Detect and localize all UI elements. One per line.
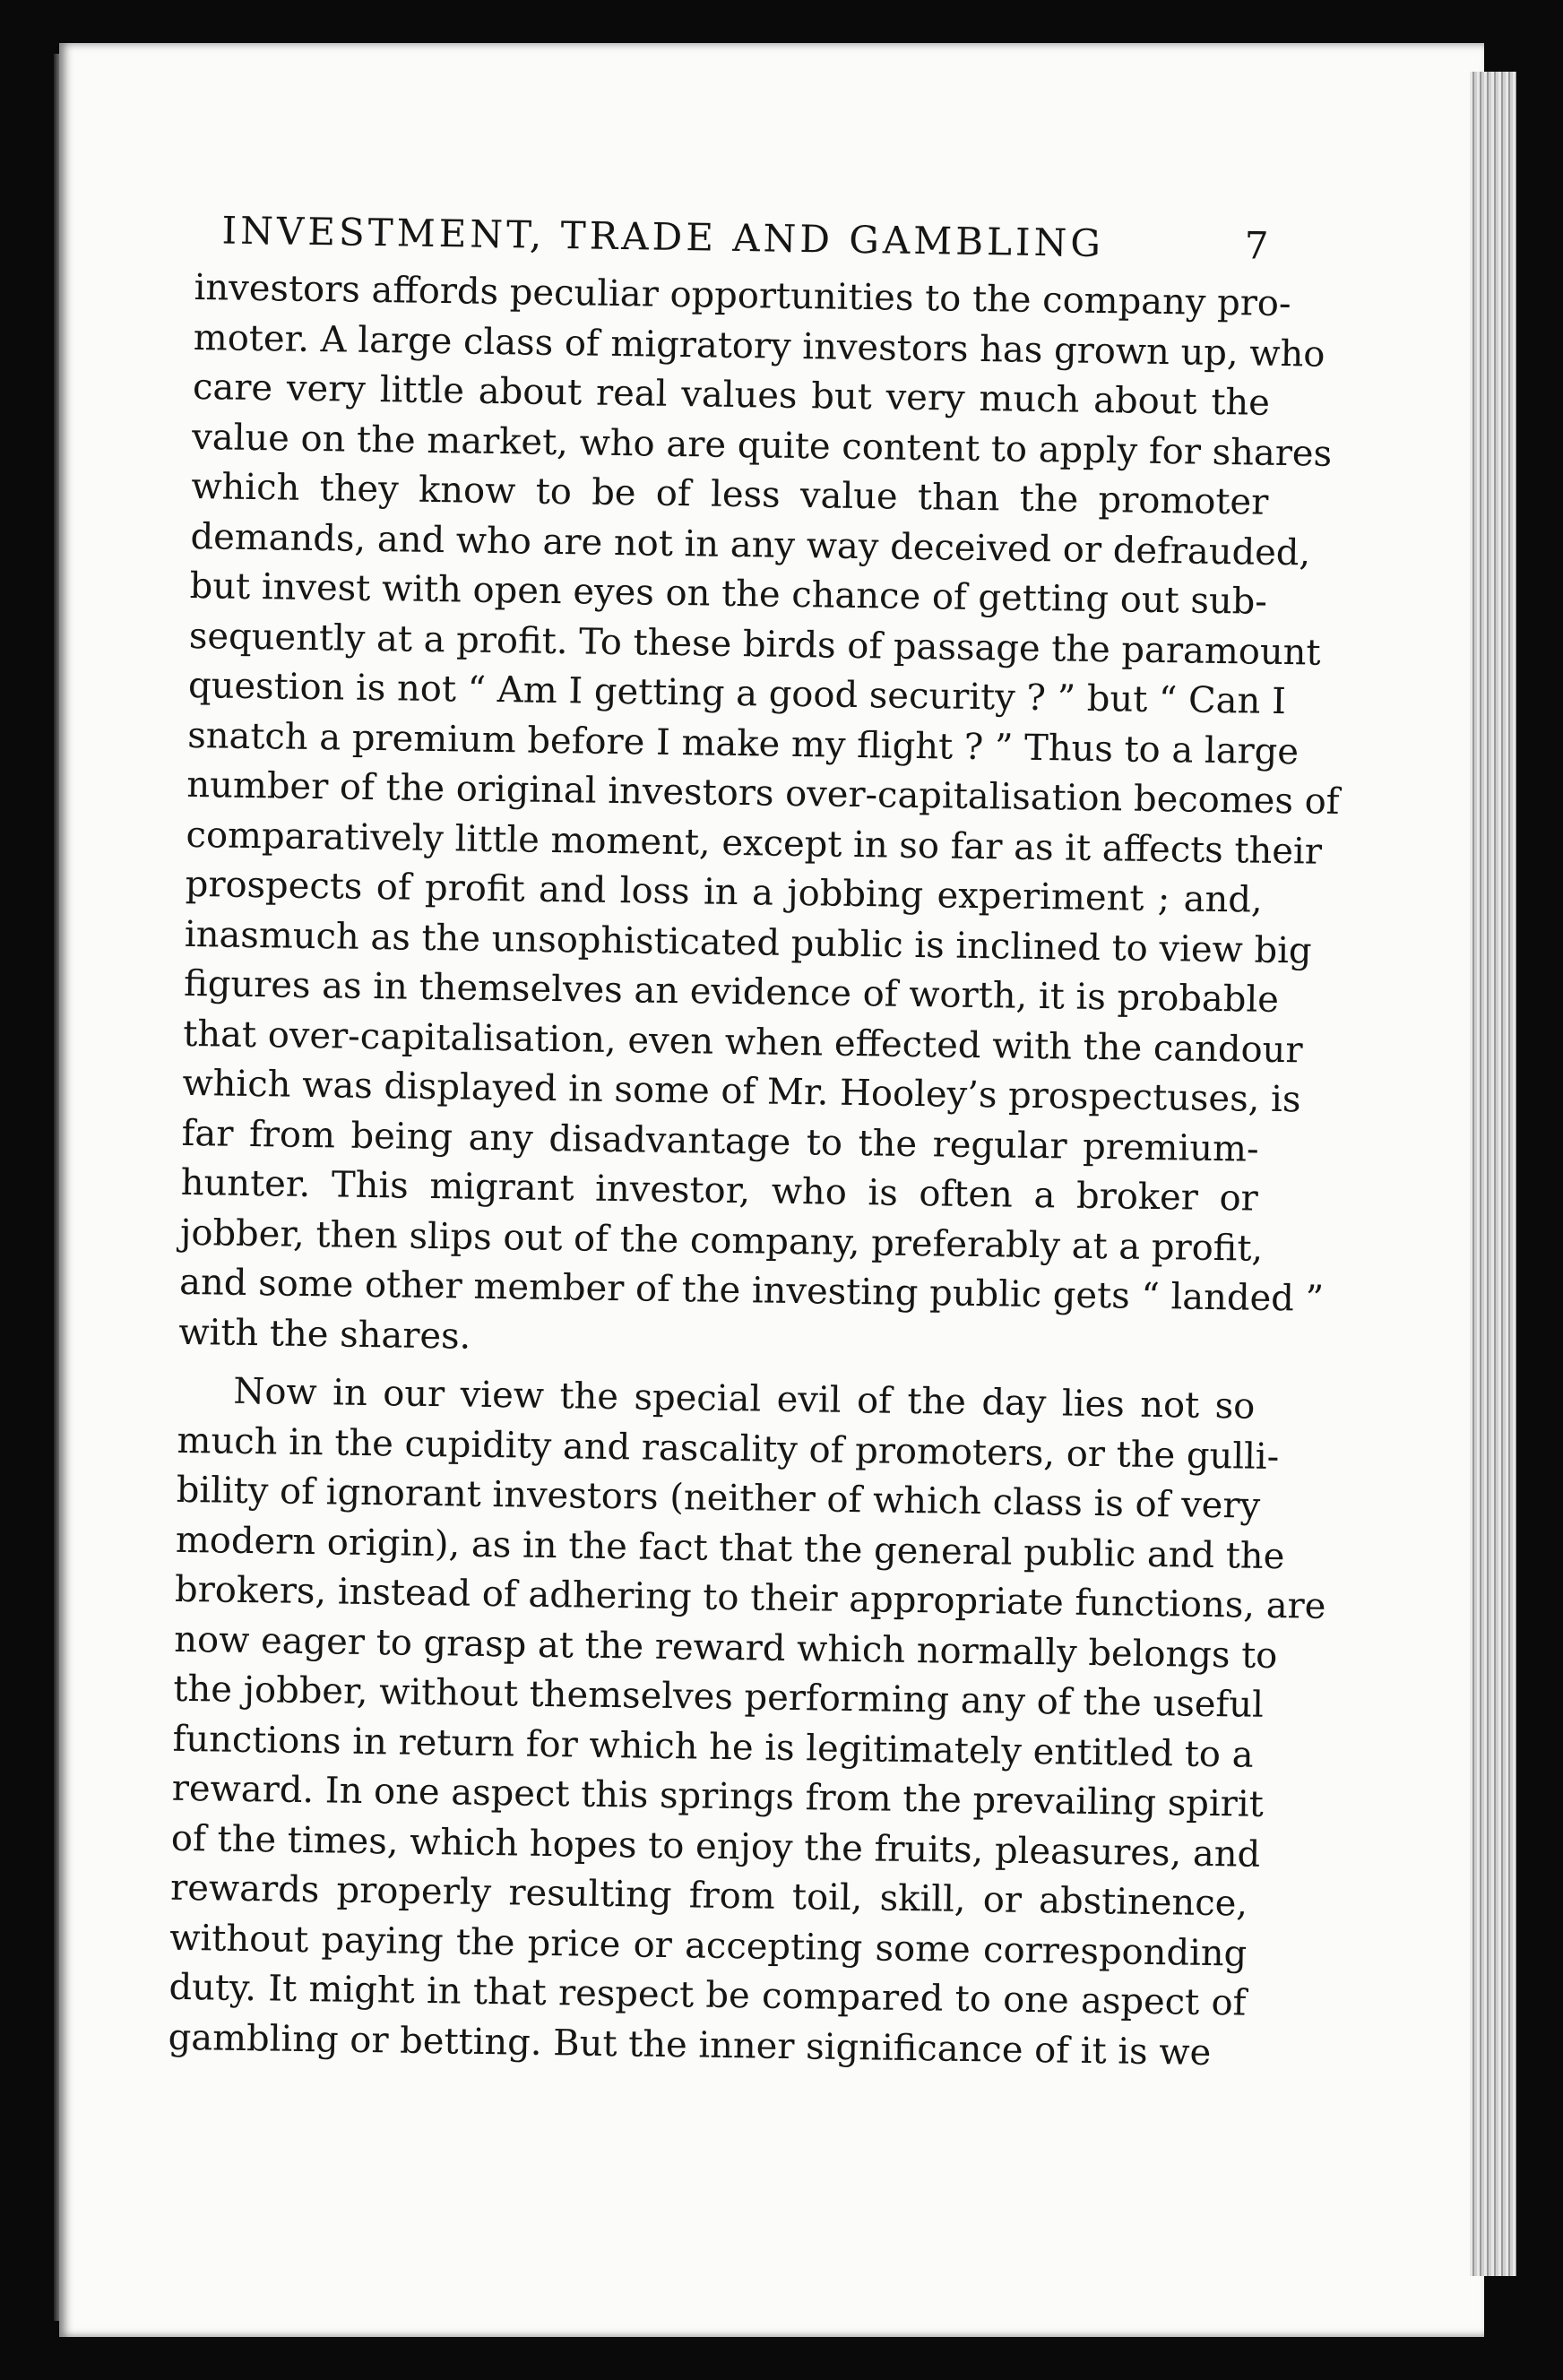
text-line: much in the cupidity and rascality of promoters, or the gulli- — [177, 1419, 1280, 1478]
text-line: care very little about real values but very much about the — [192, 366, 1271, 424]
text-line: value on the market, who are quite content to apply for shares — [191, 416, 1333, 475]
text-line: moter. A large class of migratory investors has grown up, who — [193, 316, 1326, 375]
text-line: demands, and who are not in any way deceived or defrauded, — [190, 515, 1311, 573]
text-line: the jobber, without themselves performing any of the useful — [173, 1668, 1265, 1726]
text-line: modern origin), as in the fact that the general public and the — [175, 1519, 1285, 1577]
text-line: without paying the price or accepting some corresponding — [169, 1917, 1248, 1975]
text-line: functions in return for which he is legitimately entitled to a — [172, 1718, 1254, 1776]
text-line: inasmuch as the unsophisticated public is inclined to view big — [184, 913, 1312, 972]
text-line: that over-capitalisation, even when effected with the candour — [182, 1013, 1303, 1071]
body-text — [168, 263, 1340, 2079]
text-line: far from being any disadvantage to the regular premium- — [181, 1112, 1259, 1170]
text-line: Now in our view the special evil of the day lies not so — [233, 1370, 1256, 1427]
text-line: but invest with open eyes on the chance of getting out sub- — [189, 565, 1268, 623]
page-number: 7 — [1244, 223, 1273, 268]
text-line: bility of ignorant investors (neither of which class is of very — [176, 1469, 1261, 1527]
text-line: question is not “ Am I getting a good security ? ” but “ Can I — [187, 664, 1287, 723]
text-line: jobber, then slips out of the company, preferably at a profit, — [179, 1212, 1264, 1270]
running-title: INVESTMENT, TRADE AND GAMBLING — [221, 208, 1105, 266]
text-line: now eager to grasp at the reward which normally belongs to — [173, 1618, 1278, 1677]
text-line: number of the original investors over-capitalisation becomes of — [186, 763, 1340, 824]
text-line: which they know to be of less value than the promoter — [191, 465, 1269, 523]
text-line: and some other member of the investing public gets “ landed ” — [178, 1261, 1325, 1320]
text-line: investors affords peculiar opportunities to the company pro- — [194, 266, 1291, 325]
page-edges — [1470, 72, 1516, 2276]
text-line: which was displayed in some of Mr. Hooley’s prospectuses, is — [182, 1062, 1301, 1121]
paragraph — [178, 263, 1340, 1374]
text-line: with the shares. — [178, 1311, 471, 1358]
text-line: figures as in themselves an evidence of worth, it is probable — [183, 962, 1280, 1022]
text-line: brokers, instead of adhering to their appropriate functions, are — [174, 1568, 1326, 1627]
text-line: prospects of profit and loss in a jobbing experiment ; and, — [185, 863, 1264, 921]
text-line: rewards properly resulting from toil, skill, or abstinence, — [169, 1867, 1248, 1925]
text-line: sequently at a profit. To these birds of passage the paramount — [188, 615, 1321, 674]
text-line: hunter. This migrant investor, who is often a broker or — [180, 1161, 1259, 1220]
page-text — [168, 208, 1340, 2079]
text-line: of the times, which hopes to enjoy the fruits, pleasures, and — [170, 1817, 1261, 1876]
text-line: duty. It might in that respect be compared to one aspect of — [168, 1966, 1247, 2024]
paragraph — [168, 1367, 1326, 2079]
text-line: reward. In one aspect this springs from the prevailing spirit — [171, 1767, 1265, 1825]
text-line: comparatively little moment, except in so far as it affects their — [186, 814, 1323, 873]
text-line: gambling or betting. But the inner significance of it is we — [168, 2016, 1212, 2074]
text-line: snatch a premium before I make my flight ? ” Thus to a large — [186, 714, 1300, 772]
